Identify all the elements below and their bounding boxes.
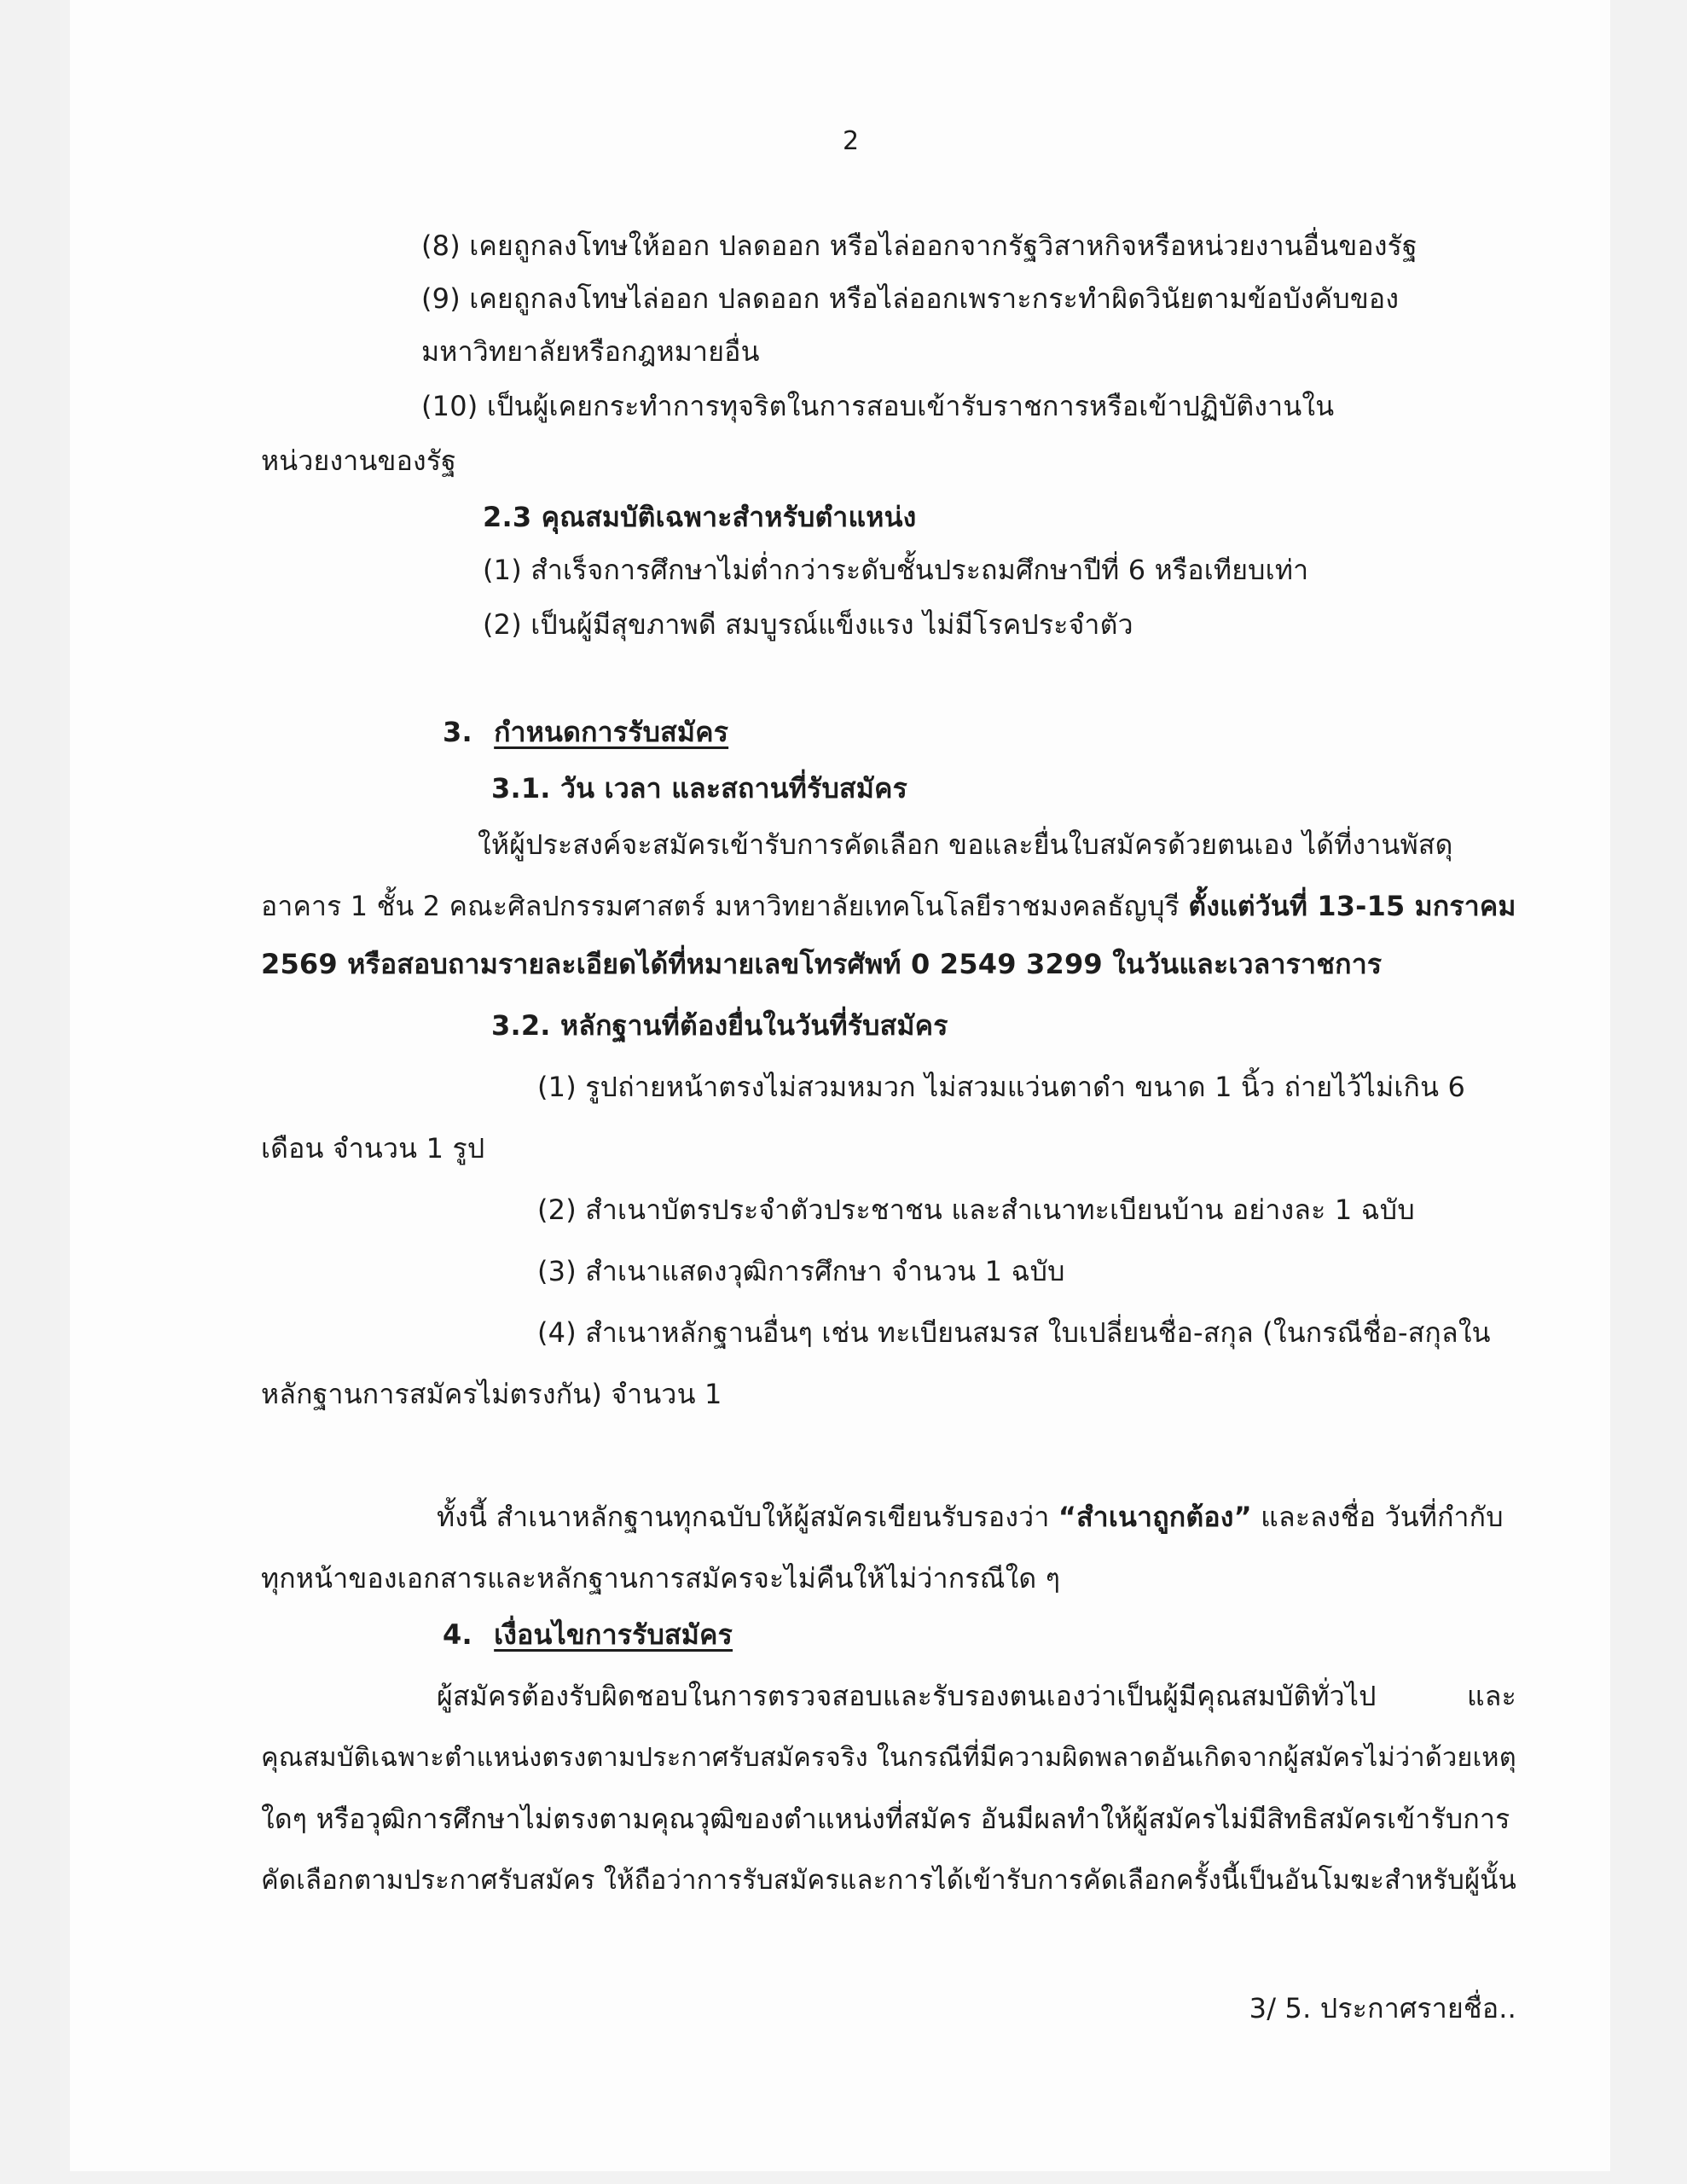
note-certified-copy: “สำเนาถูกต้อง”: [1058, 1501, 1252, 1533]
note-line-1: [437, 1500, 1504, 1534]
note-line-2: ทุกหน้าของเอกสารและหลักฐานการสมัครจะไม่คืนให้ไม่ว่ากรณีใด ๆ: [261, 1562, 1061, 1594]
section-2-3-item-1: (1) สำเร็จการศึกษาไม่ต่ำกว่าระดับชั้นประถมศึกษาปีที่ 6 หรือเทียบเท่า: [483, 554, 1309, 586]
disqualification-9: (9) เคยถูกลงโทษไล่ออก ปลดออก หรือไล่ออกเพราะกระทำผิดวินัยตามข้อบังคับของ: [421, 282, 1400, 315]
section-3-2-item-3: (3) สำเนาแสดงวุฒิการศึกษา จำนวน 1 ฉบับ: [537, 1255, 1065, 1287]
section-3-1-dates: ตั้งแต่วันที่ 13-15 มกราคม: [1188, 890, 1516, 922]
section-3-1-heading: 3.1. วัน เวลา และสถานที่รับสมัคร: [491, 772, 907, 804]
section-4-number: 4.: [443, 1618, 472, 1651]
section-3-2-item-1-cont: เดือน จำนวน 1 รูป: [261, 1132, 485, 1165]
section-3-2-item-4-cont: หลักฐานการสมัครไม่ตรงกัน) จำนวน 1: [261, 1378, 722, 1410]
section-2-3-item-2: (2) เป็นผู้มีสุขภาพดี สมบูรณ์แข็งแรง ไม่มีโรคประจำตัว: [483, 608, 1133, 641]
disqualification-9-cont: มหาวิทยาลัยหรือกฎหมายอื่น: [421, 335, 760, 368]
section-3-2-item-2: (2) สำเนาบัตรประจำตัวประชาชน และสำเนาทะเบียนบ้าน อย่างละ 1 ฉบับ: [537, 1194, 1415, 1226]
footer-continuation: 3/ 5. ประกาศรายชื่อ..: [1249, 1992, 1516, 2024]
section-4-line-1: [437, 1679, 1516, 1713]
disqualification-10-cont: หน่วยงานของรัฐ: [261, 444, 457, 477]
section-4-line-3: ใดๆ หรือวุฒิการศึกษาไม่ตรงตามคุณวุฒิของตำแหน่งที่สมัคร อันมีผลทำให้ผู้สมัครไม่มีสิทธิสมัครเข้ารับการ: [261, 1803, 1510, 1835]
section-3-1-line-2: [261, 889, 1516, 923]
section-4-line-4: คัดเลือกตามประกาศรับสมัคร ให้ถือว่าการรับสมัครและการได้เข้ารับการคัดเลือกครั้งนี้เป็นอันโมฆะสำหรับผู้นั้น: [261, 1865, 1517, 1896]
section-3-title: กำหนดการรับสมัคร: [494, 716, 729, 748]
document-page: [70, 0, 1610, 2171]
disqualification-8: (8) เคยถูกลงโทษให้ออก ปลดออก หรือไล่ออกจากรัฐวิสาหกิจหรือหน่วยงานอื่นของรัฐ: [421, 229, 1417, 262]
section-3-2-item-1: (1) รูปถ่ายหน้าตรงไม่สวมหมวก ไม่สวมแว่นตาดำ ขนาด 1 นิ้ว ถ่ายไว้ไม่เกิน 6: [537, 1071, 1466, 1103]
section-3-2-heading: 3.2. หลักฐานที่ต้องยื่นในวันที่รับสมัคร: [491, 1009, 948, 1042]
section-4-title: เงื่อนไขการรับสมัคร: [494, 1618, 733, 1651]
section-4-line-1-text: ผู้สมัครต้องรับผิดชอบในการตรวจสอบและรับรองตนเองว่าเป็นผู้มีคุณสมบัติทั่วไป: [437, 1680, 1377, 1712]
section-4-line-2: คุณสมบัติเฉพาะตำแหน่งตรงตามประกาศรับสมัครจริง ในกรณีที่มีความผิดพลาดอันเกิดจากผู้สมัครไม่ว่าด้วยเหตุ: [261, 1742, 1516, 1773]
section-3-1-line-3: 2569 หรือสอบถามรายละเอียดได้ที่หมายเลขโทรศัพท์ 0 2549 3299 ในวันและเวลาราชการ: [261, 948, 1383, 980]
page-number: 2: [843, 126, 860, 156]
note-text-a: ทั้งนี้ สำเนาหลักฐานทุกฉบับให้ผู้สมัครเขียนรับรองว่า: [437, 1501, 1058, 1533]
section-4-heading: [443, 1618, 733, 1652]
section-4-line-1-end: และ: [1466, 1680, 1516, 1712]
section-3-number: 3.: [443, 716, 472, 748]
section-3-heading: [443, 715, 728, 749]
note-text-b: และลงชื่อ วันที่กำกับ: [1251, 1501, 1504, 1533]
section-3-2-item-4: (4) สำเนาหลักฐานอื่นๆ เช่น ทะเบียนสมรส ใบเปลี่ยนชื่อ-สกุล (ในกรณีชื่อ-สกุลใน: [537, 1316, 1491, 1349]
section-3-1-line-1: ให้ผู้ประสงค์จะสมัครเข้ารับการคัดเลือก ขอและยื่นใบสมัครด้วยตนเอง ได้ที่งานพัสดุ: [478, 828, 1453, 861]
section-3-1-location: อาคาร 1 ชั้น 2 คณะศิลปกรรมศาสตร์ มหาวิทยาลัยเทคโนโลยีราชมงคลธัญบุรี: [261, 890, 1189, 922]
disqualification-10: (10) เป็นผู้เคยกระทำการทุจริตในการสอบเข้ารับราชการหรือเข้าปฏิบัติงานใน: [421, 390, 1335, 422]
section-2-3-heading: 2.3 คุณสมบัติเฉพาะสำหรับตำแหน่ง: [483, 501, 917, 533]
